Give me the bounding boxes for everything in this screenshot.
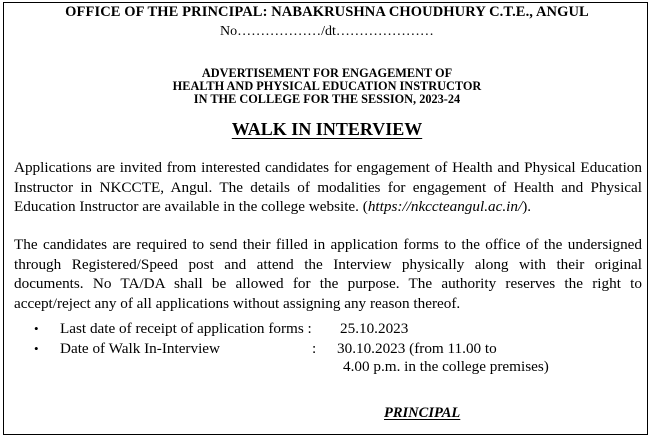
date-label: Last date of receipt of application forms : (60, 320, 312, 337)
important-dates-list (14, 319, 642, 359)
date-value: 30.10.2023 (from 11.00 to (337, 340, 497, 357)
list-item (14, 319, 642, 339)
advertisement-line-2: HEALTH AND PHYSICAL EDUCATION INSTRUCTOR (172, 79, 482, 93)
college-website-url: https://nkccteangul.ac.in/ (367, 198, 523, 216)
applications-text-end: ). (522, 198, 532, 216)
advertisement-heading (0, 67, 654, 106)
principal-signature: PRINCIPAL (384, 405, 461, 421)
advertisement-line-3: IN THE COLLEGE FOR THE SESSION, 2023-24 (193, 92, 461, 106)
bullet-icon: • (34, 341, 39, 356)
list-item (14, 339, 642, 359)
date-label: Date of Walk In-Interview (60, 340, 221, 357)
applications-paragraph (14, 158, 642, 217)
reference-number: No………………/dt………………… (220, 24, 434, 39)
office-heading: OFFICE OF THE PRINCIPAL: NABAKRUSHNA CHOUDHURY C.T.E., ANGUL (65, 4, 589, 20)
interview-time-continuation: 4.00 p.m. in the college premises) (343, 358, 549, 375)
walk-in-interview-title: WALK IN INTERVIEW (231, 119, 423, 139)
advertisement-line-1: ADVERTISEMENT FOR ENGAGEMENT OF (201, 66, 453, 80)
date-value: 25.10.2023 (340, 320, 409, 337)
instructions-paragraph: The candidates are required to send their filled in application forms to the office of the undersigned through Registered/Speed post and attend the Interview physically along with their original documents. No TA/DA shall be allowed for the purpose. The authority reserves the right to accept/reject any of all applications without assigning any reason thereof. (14, 236, 642, 312)
applications-text: Applications are invited from interested candidates for engagement of Health and Physical Education Instructor in NKCCTE, Angul. The details of modalities for engagement of Health and Physical Education Instructor are available in the college website. ( (14, 159, 642, 216)
date-separator: : (312, 340, 317, 357)
bullet-icon: • (34, 321, 39, 336)
